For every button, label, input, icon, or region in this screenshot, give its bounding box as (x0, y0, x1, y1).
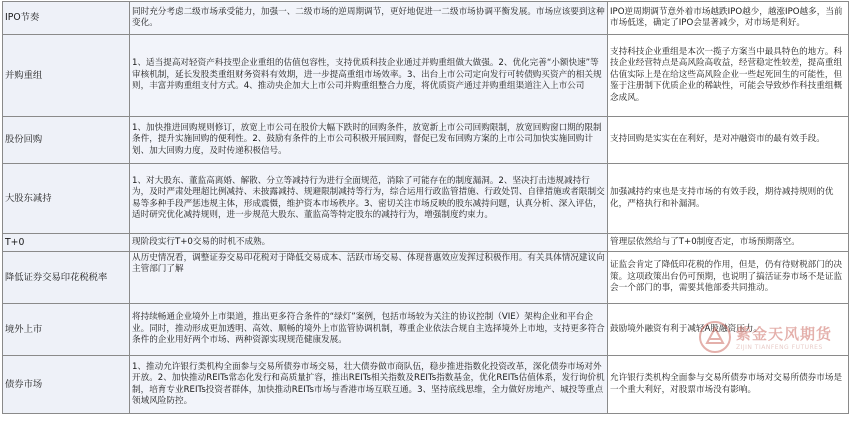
table-row (3, 356, 849, 414)
row-topic: 境外上市 (3, 304, 130, 356)
table-row (3, 117, 849, 164)
row-comment: IPO逆周期调节意外着市场越跌IPO越少，越涨IPO越多，当前市场低迷，确定了IPO会显著减少，对市场是利好。 (608, 2, 849, 35)
row-comment: 支持回购是实实在在利好，是对冲融资市的最有效手段。 (608, 117, 849, 164)
row-comment: 允许银行类机构全面参与交易所债券市场对交易所债券市场是一个重大利好，对股票市场没有影响。 (608, 356, 849, 414)
row-topic: 股份回购 (3, 117, 130, 164)
row-policy: 将持续畅通企业境外上市渠道，推出更多符合条件的“绿灯”案例，包括市场较为关注的协议控制（VIE）架构企业和平台企业。同时，推动形成更加透明、高效、顺畅的境外上市监管协调机制，尊重企业依法合规自主选择境外上市地，支持更多符合条件的企业用好两个市场、两种资源实现规范健康发展。 (130, 304, 608, 356)
row-topic: 大股东减持 (3, 164, 130, 234)
row-policy: 从历史情况看，调整证券交易印花税对于降低交易成本、活跃市场交易、体现普惠效应发挥过积极作用。有关具体情况建议向主管部门了解 (130, 252, 608, 304)
row-policy: 同时充分考虑二级市场承受能力，加强一、二级市场的逆周期调节，更好地促进一二级市场协调平衡发展。市场应该要到这种变化。 (130, 2, 608, 35)
row-policy: 1、加快推进回购规则修订，放宽上市公司在股价大幅下跌时的回购条件，放宽新上市公司回购限制，放宽回购窗口期的限制条件，提升实施回购的便利性。2、鼓励有条件的上市公司积极开展回购，督促已发布回购方案的上市公司加快实施回购计划、加大回购力度，及时传递积极信号。 (130, 117, 608, 164)
row-comment: 管理层依然给与了T+0制度否定，市场预期落空。 (608, 234, 849, 252)
row-topic: 并购重组 (3, 35, 130, 117)
row-policy: 1、适当提高对轻资产科技型企业重组的估值包容性，支持优质科技企业通过并购重组做大做强。2、优化完善“小额快速”等审核机制，延长发股类重组财务资料有效期，进一步提高重组市场效率。3、出台上市公司定向发行可转债购买资产的相关规则，丰富并购重组支付方式。4、推动央企加大上市公司并购重组整合力度，将优质资产通过并购重组渠道注入上市公司 (130, 35, 608, 117)
row-comment: 加强减持约束也是支持市场的有效手段，期待减持规则的优化，严格执行和补漏洞。 (608, 164, 849, 234)
row-policy: 1、对大股东、董监高离婚、解散、分立等减持行为进行全面规范，消除了可能存在的制度漏洞。2、坚决打击违规减持行为，及时严肃处理超比例减持、未披露减持、规避限制减持等行为，综合运用行政监管措施、行政处罚、自律措施或者限制交易等多种手段严惩违规主体，形成震慑，维护资本市场秩序。3、密切关注市场反映的股东减持问题，认真分析、深入评估，适时研究优化减持规则，进一步规范大股东、董监高等特定股东的减持行为，增强制度约束力。 (130, 164, 608, 234)
row-topic: 债券市场 (3, 356, 130, 414)
table-row (3, 304, 849, 356)
row-topic: 降低证券交易印花税税率 (3, 252, 130, 304)
watermark-name: 紫金天风期货 (735, 325, 832, 343)
table-row (3, 35, 849, 117)
row-comment: 鼓励境外融资有利于减轻A股融资压力。 (608, 304, 849, 356)
table-row (3, 2, 849, 35)
row-policy: 1、推动允许银行类机构全面参与交易所债券市场交易，壮大债券做市商队伍，稳步推进指数化投资改革，深化债券市场对外开放。2、加快推动REITs常态化发行和高质量扩容，推出REITs相关指数及REITs指数基金，优化REITs估值体系，发行询价机制，培育专业REITs投资者群体，加快推动REITs市场与香港市场互联互通。3、坚持底线思维，全力做好房地产、城投等重点领域风险防控。 (130, 356, 608, 414)
watermark-subtitle: ZIJIN TIANFENG FUTURES (735, 344, 823, 351)
policy-table (2, 1, 849, 414)
table-row (3, 164, 849, 234)
row-comment: 证监会肯定了降低印花税的作用，但是，仍有待财税部门的决策。这项政策出台仍可预期，也说明了搞活证券市场不是证监会一个部门的事，需要其他部委共同推动。 (608, 252, 849, 304)
row-topic: IPO节奏 (3, 2, 130, 35)
row-policy: 现阶段实行T+0交易的时机不成熟。 (130, 234, 608, 252)
table-row (3, 234, 849, 252)
row-topic: T+0 (3, 234, 130, 252)
row-comment: 支持科技企业重组是本次一揽子方案当中最具特色的地方。科技企业经营特点是高风险高收益，经营稳定性较差，提高重组估值实际上是在给这些高风险企业一些起死回生的可能性，但鉴于注册制下优质企业的稀缺性，可能会导致炒作科技重组概念成风。 (608, 35, 849, 117)
table-row (3, 252, 849, 304)
